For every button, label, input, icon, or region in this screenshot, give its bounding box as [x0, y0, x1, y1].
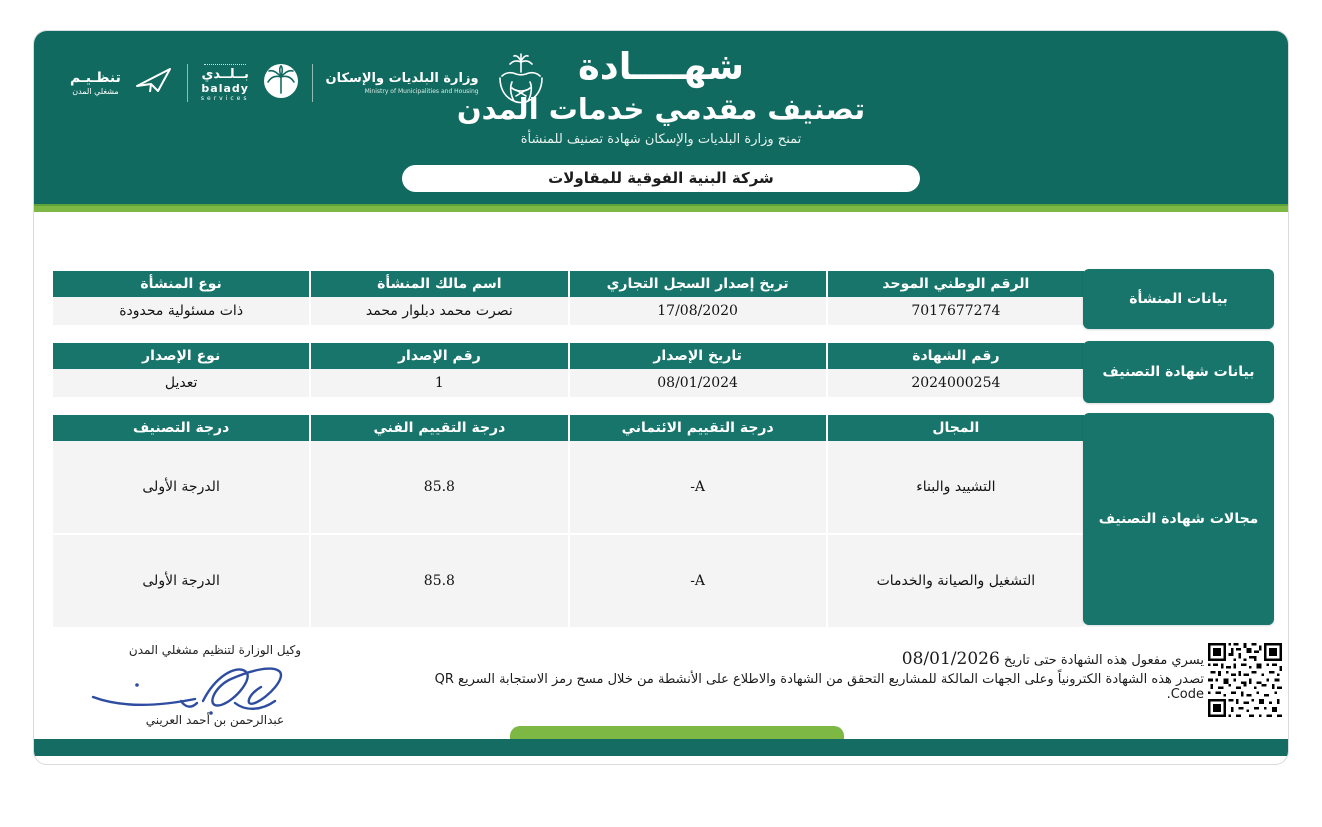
logo-separator: [187, 64, 188, 102]
city-operators-regulation-logo: [70, 70, 121, 96]
col-header-field: المجال: [828, 415, 1084, 441]
regulator-logo-label: تنظـيـم: [70, 70, 121, 86]
establishment-table: [53, 271, 1084, 325]
section-label-classification-fields: مجالات شهادة التصنيف: [1083, 413, 1274, 625]
signature-name: عبدالرحمن بن أحمد العريني: [145, 713, 285, 727]
col-header-certificate-number: رقم الشهادة: [828, 343, 1084, 369]
certificate-subtitle: تصنيف مقدمي خدمات المدن: [456, 92, 866, 126]
field-row-operation-maintenance: [53, 535, 1084, 627]
ministry-arabic-label: وزارة البلديات والإسكان: [325, 71, 479, 86]
fields-header-row: [53, 415, 1084, 441]
establishment-value-row: [53, 297, 1084, 325]
signature-block: [70, 643, 360, 727]
establishment-header-row: [53, 271, 1084, 297]
technical-score-value: 85.8: [311, 535, 569, 627]
col-header-establishment-type: نوع المنشأة: [53, 271, 311, 297]
footer-notes: [394, 649, 1204, 702]
balady-arabic-label: بــلــدي: [201, 67, 249, 82]
bottom-teal-bar: [34, 739, 1288, 756]
col-header-owner-name: اسم مالك المنشأة: [311, 271, 569, 297]
cr-issue-date-value: 17/08/2020: [570, 297, 828, 325]
balady-services-label: services: [200, 95, 250, 102]
logo-separator: [312, 64, 313, 102]
balady-dotted-line: [204, 64, 246, 65]
field-row-construction: [53, 441, 1084, 533]
certificate-header: [34, 31, 1288, 204]
signature-title: وكيل الوزارة لتنظيم مشغلي المدن: [128, 643, 302, 657]
col-header-issue-number: رقم الإصدار: [311, 343, 569, 369]
company-name-pill: شركة البنية الفوقية للمقاولات: [402, 165, 920, 192]
certificate-tagline: تمنح وزارة البلديات والإسكان شهادة تصنيف للمنشأة: [520, 132, 802, 147]
certificate-title: شهــــادة: [577, 45, 745, 88]
technical-score-value: 85.8: [311, 441, 569, 533]
field-name-value: التشغيل والصيانة والخدمات: [828, 535, 1084, 627]
certificate-data-table: [53, 343, 1084, 397]
qr-code: [1208, 643, 1282, 717]
credit-rating-value: A-: [570, 535, 828, 627]
regulator-logo-sublabel: مشغلي المدن: [72, 87, 119, 96]
certificate-value-row: [53, 369, 1084, 397]
signature-scribble: [70, 657, 360, 719]
section-label-certificate-data: بيانات شهادة التصنيف: [1083, 341, 1274, 403]
saudi-emblem-icon: [492, 52, 550, 114]
balady-english-label: balady: [201, 82, 249, 95]
classification-fields-table: [53, 415, 1084, 627]
green-accent-stripe: [34, 204, 1288, 212]
col-header-credit-rating: درجة التقييم الائتماني: [570, 415, 828, 441]
credit-rating-value: A-: [570, 441, 828, 533]
paper-plane-icon: [134, 64, 174, 102]
validity-prefix: يسري مفعول هذه الشهادة حتى تاريخ: [1003, 653, 1204, 668]
establishment-type-value: ذات مسئولية محدودة: [53, 297, 311, 325]
unified-national-number-value: 7017677274: [828, 297, 1084, 325]
validity-line: [394, 649, 1204, 669]
issue-number-value: 1: [311, 369, 569, 397]
col-header-issue-date: تاريخ الإصدار: [570, 343, 828, 369]
electronic-issue-note: تصدر هذه الشهادة الكترونياً وعلى الجهات المالكة للمشاريع التحقق من الشهادة والاطلاع على الأنشطة من خلال مسح رمز الاستجابة السريع QR Code.: [434, 672, 1204, 702]
logos-row: [70, 53, 550, 113]
field-name-value: التشييد والبناء: [828, 441, 1084, 533]
section-label-establishment-data: بيانات المنشأة: [1083, 269, 1274, 329]
certificate-header-row: [53, 343, 1084, 369]
certificate-card: [33, 30, 1289, 765]
issue-type-value: تعديل: [53, 369, 311, 397]
issue-date-value: 08/01/2024: [570, 369, 828, 397]
ministry-logo-text: [326, 71, 479, 95]
validity-date: 08/01/2026: [901, 649, 1000, 669]
balady-logo: [201, 64, 250, 102]
classification-grade-value: الدرجة الأولى: [53, 535, 311, 627]
col-header-issue-type: نوع الإصدار: [53, 343, 311, 369]
col-header-unified-national-number: الرقم الوطني الموحد: [828, 271, 1084, 297]
ministry-english-label: Ministry of Municipalities and Housing: [364, 88, 479, 95]
palm-circle-icon: [263, 63, 299, 103]
classification-grade-value: الدرجة الأولى: [53, 441, 311, 533]
certificate-number-value: 2024000254: [828, 369, 1084, 397]
owner-name-value: نصرت محمد دبلوار محمد: [311, 297, 569, 325]
col-header-classification-grade: درجة التصنيف: [53, 415, 311, 441]
col-header-technical-score: درجة التقييم الفني: [311, 415, 569, 441]
col-header-cr-issue-date: تريخ إصدار السجل التجاري: [570, 271, 828, 297]
